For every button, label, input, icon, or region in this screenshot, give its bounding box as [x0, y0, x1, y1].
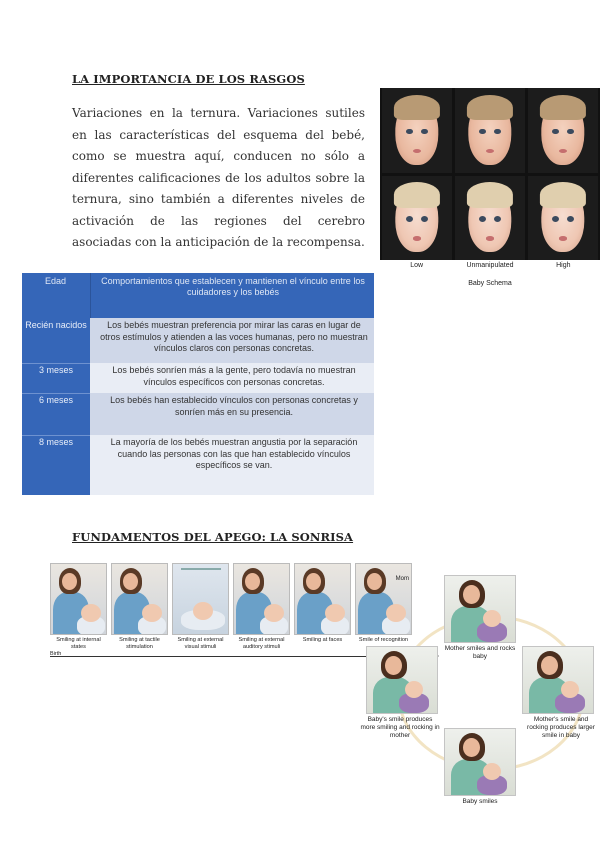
table-row — [22, 393, 374, 435]
table-row — [22, 435, 374, 495]
mother-baby-photo — [355, 563, 412, 635]
baby-face-image — [455, 88, 525, 173]
face-label-low: Low — [410, 262, 424, 269]
baby-face-image — [455, 176, 525, 261]
cycle-photo-bottom — [444, 728, 516, 796]
face-figure-caption: Baby Schema — [468, 280, 512, 287]
attachment-table — [22, 273, 374, 495]
cycle-caption-top: Mother smiles and rocks baby — [444, 645, 516, 660]
mother-baby-photo — [294, 563, 351, 635]
table-row — [22, 318, 374, 363]
row-text: La mayoría de los bebés muestran angustia por la separación cuando las personas con las que han establecido vínculos específicos se van. — [90, 435, 374, 495]
row-age: 3 meses — [38, 365, 73, 375]
face-label-unmanipulated: Unmanipulated — [466, 262, 514, 269]
mom-tag: Mom — [395, 576, 409, 582]
smile-captions — [50, 637, 412, 651]
face-labels — [380, 262, 600, 269]
caption-tactile: Smiling at tactile stimulation — [119, 637, 160, 650]
cycle-caption-right: Mother's smile and rocking produces larger smile in baby — [527, 716, 595, 739]
caption-visual: Smiling at external visual stimuli — [177, 637, 224, 650]
mother-baby-photo — [233, 563, 290, 635]
baby-face-image — [528, 88, 598, 173]
mobile-photo — [172, 563, 229, 635]
baby-face-image — [528, 176, 598, 261]
cycle-caption-bottom: Baby smiles — [462, 798, 498, 805]
section-heading-rasgos: LA IMPORTANCIA DE LOS RASGOS — [72, 72, 305, 86]
table-row — [22, 363, 374, 393]
cycle-photo-top — [444, 575, 516, 643]
cycle-photo-left — [366, 646, 438, 714]
cycle-caption-left: Baby's smile produces more smiling and rocking in mother — [360, 716, 440, 739]
header-comportamientos: Comportamientos que establecen y mantienen el vínculo entre los cuidadores y los bebés — [101, 276, 365, 297]
baby-face-image — [382, 88, 452, 173]
mother-baby-photo — [50, 563, 107, 635]
row-text: Los bebés muestran preferencia por mirar las caras en lugar de otros estímulos y atienden a las voces humanas, pero no muestran vínculos claros con personas concretas. — [90, 318, 374, 363]
row-age: Recién nacidos — [25, 320, 87, 330]
timeline-start: Birth — [50, 651, 62, 657]
section-heading-sonrisa: FUNDAMENTOS DEL APEGO: LA SONRISA — [72, 530, 354, 544]
row-age: 8 meses — [38, 437, 73, 447]
cycle-photo-right — [522, 646, 594, 714]
caption-recognition: Smile of recognition — [358, 637, 409, 643]
caption-faces: Smiling at faces — [302, 637, 343, 643]
mother-baby-photo — [111, 563, 168, 635]
row-text: Los bebés sonríen más a la gente, pero todavía no muestran vínculos específicos con personas concretas. — [90, 363, 374, 393]
caption-internal: Smiling at internal states — [56, 637, 101, 650]
row-age: 6 meses — [38, 395, 73, 405]
header-edad: Edad — [44, 276, 67, 286]
smile-development-strip — [50, 563, 412, 635]
baby-faces-figure — [380, 88, 600, 260]
caption-auditory: Smiling at external auditory stimuli — [238, 637, 285, 650]
baby-face-image — [382, 176, 452, 261]
face-label-high: High — [556, 262, 571, 269]
row-text: Los bebés han establecido vínculos con personas concretas y sonríen más en su presencia. — [90, 393, 374, 435]
table-header — [22, 273, 374, 318]
paragraph-ternura: Variaciones en la ternura. Variaciones sutiles en las características del esquema del bebé, como se muestra aquí, conducen no sólo a diferentes calificaciones de los adultos sobre la ternura, sino también a diferentes niveles de activación de las regiones del cerebro asociadas con la anticipación de la recompensa. — [72, 106, 365, 249]
